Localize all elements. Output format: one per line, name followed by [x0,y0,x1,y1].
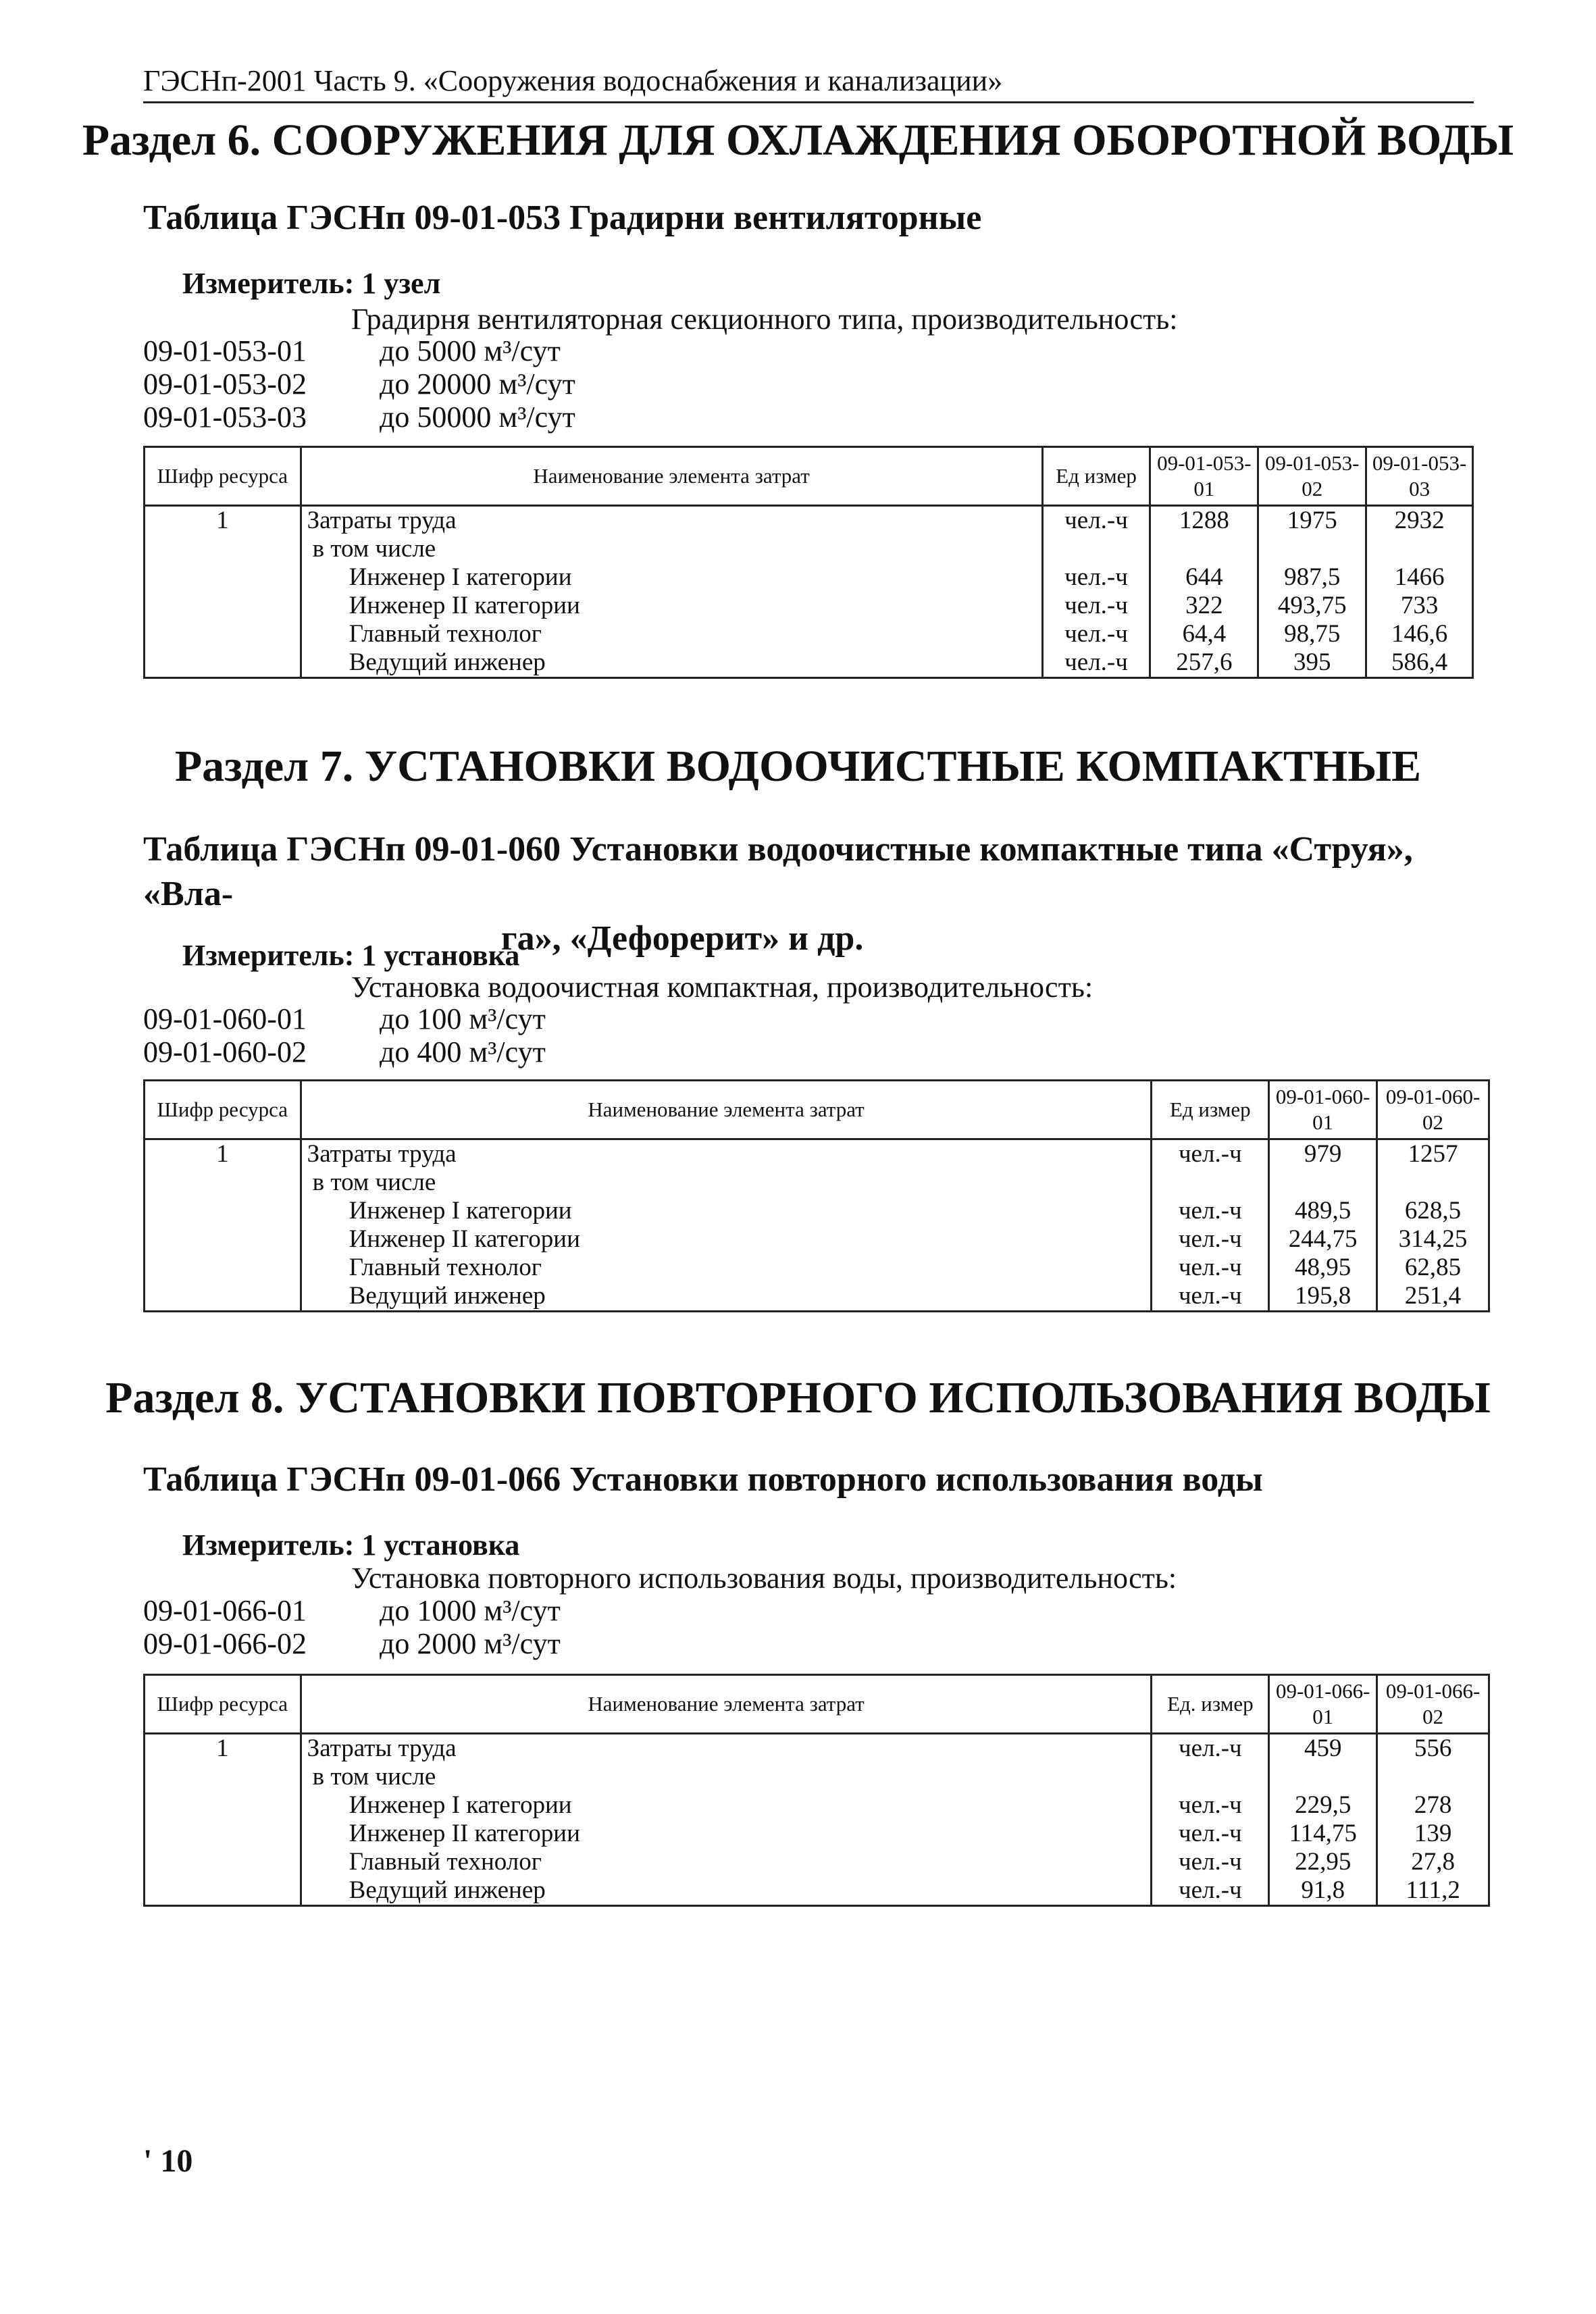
table-row [145,1791,1489,1820]
cost-element: Ведущий инженер [301,1282,1152,1312]
value-cell: 556 [1377,1734,1489,1764]
resource-code [145,535,301,563]
value-cell: 257,6 [1150,648,1258,678]
cost-element: Ведущий инженер [301,648,1042,678]
code-row [143,367,575,401]
page-header: ГЭСНп-2001 Часть 9. «Сооружения водоснабжения и канализации» [143,62,1474,103]
value-cell: 314,25 [1377,1225,1489,1254]
rate-capacity: до 5000 м³/сут [380,334,561,367]
cost-element: Инженер I категории [301,1791,1152,1820]
section-7-title: Раздел 7. УСТАНОВКИ ВОДООЧИСТНЫЕ КОМПАКТНЫЕ [174,742,1422,791]
table-row [145,1139,1489,1169]
value-cell: 628,5 [1377,1197,1489,1225]
resource-code [145,563,301,592]
value-cell: 62,85 [1377,1254,1489,1282]
resource-code [145,592,301,620]
col-header: Шифр ресурса [145,1081,301,1139]
cost-element: Затраты труда [301,1139,1152,1169]
rate-code: 09-01-053-02 [143,367,307,401]
code-row [143,1002,546,1035]
description-053: Градирня вентиляторная секционного типа, производительность: [351,303,1178,336]
code-list-066 [143,1594,561,1660]
col-header: 09-01-066-01 [1269,1675,1377,1734]
value-cell: 459 [1269,1734,1377,1764]
unit: чел.-ч [1152,1254,1269,1282]
rate-code: 09-01-060-01 [143,1002,307,1035]
value-cell: 733 [1366,592,1473,620]
table-row [145,563,1473,592]
unit: чел.-ч [1152,1876,1269,1906]
resource-code: 1 [145,1139,301,1169]
rate-capacity: до 1000 м³/сут [380,1594,561,1627]
resource-code [145,648,301,678]
col-header: Шифр ресурса [145,1675,301,1734]
value-cell: 489,5 [1269,1197,1377,1225]
rate-code: 09-01-066-01 [143,1594,307,1627]
resource-code [145,1225,301,1254]
code-row [143,401,575,434]
table-row [145,1168,1489,1197]
value-cell: 586,4 [1366,648,1473,678]
table-060 [143,1079,1490,1312]
cost-element: Затраты труда [301,1734,1152,1764]
col-header: Ед измер [1152,1081,1269,1139]
code-row [143,1035,546,1069]
measure-053 [182,267,440,301]
table-header-row [145,447,1473,506]
table-row [145,620,1473,648]
col-header: 09-01-053-02 [1258,447,1366,506]
table-066 [143,1674,1490,1907]
value-cell: 1257 [1377,1139,1489,1169]
measure-066 [182,1528,519,1562]
table-row [145,592,1473,620]
value-cell: 395 [1258,648,1366,678]
value-cell: 91,8 [1269,1876,1377,1906]
resource-code [145,1197,301,1225]
table-row [145,1848,1489,1876]
col-header: Наименование элемента затрат [301,1081,1152,1139]
value-cell: 322 [1150,592,1258,620]
value-cell: 146,6 [1366,620,1473,648]
resource-code [145,1876,301,1906]
code-row [143,1594,561,1627]
measure-060 [182,939,519,973]
table-row [145,1820,1489,1848]
unit: чел.-ч [1152,1282,1269,1312]
unit: чел.-ч [1152,1197,1269,1225]
table-row [145,1282,1489,1312]
rate-capacity: до 2000 м³/сут [380,1627,561,1660]
value-cell: 229,5 [1269,1791,1377,1820]
value-cell: 244,75 [1269,1225,1377,1254]
resource-code [145,1791,301,1820]
value-cell: 278 [1377,1791,1489,1820]
table-row [145,1763,1489,1791]
value-cell: 111,2 [1377,1876,1489,1906]
resource-code: 1 [145,506,301,536]
value-cell: 493,75 [1258,592,1366,620]
cost-element: Инженер II категории [301,592,1042,620]
section-6-title: Раздел 6. СООРУЖЕНИЯ ДЛЯ ОХЛАЖДЕНИЯ ОБОРОТНОЙ ВОДЫ [82,115,1514,165]
code-list-053 [143,334,575,434]
rate-capacity: до 400 м³/сут [380,1035,546,1069]
cost-element: Инженер II категории [301,1225,1152,1254]
measure-label: Измеритель: [182,1528,355,1562]
table-066-title: Таблица ГЭСНп 09-01-066 Установки повторного использования воды [143,1460,1263,1499]
cost-element: в том числе [301,1763,1152,1791]
rate-capacity: до 100 м³/сут [380,1002,546,1035]
resource-code [145,1848,301,1876]
table-053 [143,446,1474,679]
rate-code: 09-01-066-02 [143,1627,307,1660]
unit: чел.-ч [1152,1139,1269,1169]
table-row [145,1734,1489,1764]
col-header: Ед. измер [1152,1675,1269,1734]
unit [1152,1763,1269,1791]
table-row [145,506,1473,536]
unit: чел.-ч [1042,563,1150,592]
table-row [145,648,1473,678]
value-cell [1150,535,1258,563]
value-cell: 987,5 [1258,563,1366,592]
table-053-title: Таблица ГЭСНп 09-01-053 Градирни вентиляторные [143,199,982,237]
col-header: 09-01-066-02 [1377,1675,1489,1734]
cost-element: в том числе [301,1168,1152,1197]
unit: чел.-ч [1152,1791,1269,1820]
value-cell [1269,1168,1377,1197]
rate-code: 09-01-053-01 [143,334,307,367]
value-cell [1269,1763,1377,1791]
value-cell: 114,75 [1269,1820,1377,1848]
rate-capacity: до 20000 м³/сут [380,367,575,401]
rate-capacity: до 50000 м³/сут [380,401,575,434]
value-cell: 48,95 [1269,1254,1377,1282]
value-cell: 64,4 [1150,620,1258,648]
rate-code: 09-01-053-03 [143,401,307,434]
cost-element: в том числе [301,535,1042,563]
col-header: 09-01-060-02 [1377,1081,1489,1139]
rate-code: 09-01-060-02 [143,1035,307,1069]
table-row [145,1876,1489,1906]
code-list-060 [143,1002,546,1069]
value-cell [1366,535,1473,563]
unit: чел.-ч [1042,592,1150,620]
table-060-title-line1: Таблица ГЭСНп 09-01-060 Установки водоочистные компактные типа «Струя», «Вла- [143,830,1413,913]
code-row [143,1627,561,1660]
col-header: 09-01-053-01 [1150,447,1258,506]
resource-code [145,1282,301,1312]
col-header: Ед измер [1042,447,1150,506]
unit: чел.-ч [1152,1820,1269,1848]
description-060: Установка водоочистная компактная, производительность: [351,971,1093,1004]
resource-code [145,1168,301,1197]
col-header: 09-01-053-03 [1366,447,1473,506]
value-cell: 1466 [1366,563,1473,592]
page-number: ' 10 [143,2143,193,2179]
col-header: Наименование элемента затрат [301,1675,1152,1734]
measure-label: Измеритель: [182,939,355,972]
cost-element: Инженер I категории [301,563,1042,592]
value-cell [1377,1763,1489,1791]
table-row [145,1197,1489,1225]
cost-element: Ведущий инженер [301,1876,1152,1906]
measure-value: 1 установка [361,1528,520,1562]
unit: чел.-ч [1042,506,1150,536]
description-066: Установка повторного использования воды, производительность: [351,1562,1177,1595]
unit [1152,1168,1269,1197]
resource-code [145,1763,301,1791]
cost-element: Главный технолог [301,1848,1152,1876]
unit: чел.-ч [1152,1225,1269,1254]
measure-value: 1 установка [361,939,520,972]
unit: чел.-ч [1042,648,1150,678]
table-header-row [145,1675,1489,1734]
measure-value: 1 узел [361,267,441,300]
table-row [145,535,1473,563]
table-row [145,1225,1489,1254]
unit: чел.-ч [1152,1848,1269,1876]
value-cell: 1288 [1150,506,1258,536]
resource-code: 1 [145,1734,301,1764]
col-header: 09-01-060-01 [1269,1081,1377,1139]
cost-element: Инженер I категории [301,1197,1152,1225]
table-060-title-line2: га», «Дефорерит» и др. [501,919,864,958]
value-cell: 644 [1150,563,1258,592]
code-row [143,334,575,367]
value-cell [1258,535,1366,563]
value-cell: 139 [1377,1820,1489,1848]
table-row [145,1254,1489,1282]
measure-label: Измеритель: [182,267,355,300]
cost-element: Затраты труда [301,506,1042,536]
col-header: Наименование элемента затрат [301,447,1042,506]
unit: чел.-ч [1042,620,1150,648]
resource-code [145,1820,301,1848]
value-cell: 2932 [1366,506,1473,536]
resource-code [145,620,301,648]
value-cell: 251,4 [1377,1282,1489,1312]
value-cell: 979 [1269,1139,1377,1169]
resource-code [145,1254,301,1282]
col-header: Шифр ресурса [145,447,301,506]
cost-element: Главный технолог [301,620,1042,648]
value-cell: 27,8 [1377,1848,1489,1876]
cost-element: Главный технолог [301,1254,1152,1282]
value-cell: 98,75 [1258,620,1366,648]
value-cell: 195,8 [1269,1282,1377,1312]
value-cell: 1975 [1258,506,1366,536]
unit: чел.-ч [1152,1734,1269,1764]
cost-element: Инженер II категории [301,1820,1152,1848]
value-cell: 22,95 [1269,1848,1377,1876]
table-header-row [145,1081,1489,1139]
section-8-title: Раздел 8. УСТАНОВКИ ПОВТОРНОГО ИСПОЛЬЗОВАНИЯ ВОДЫ [105,1373,1491,1422]
unit [1042,535,1150,563]
value-cell [1377,1168,1489,1197]
